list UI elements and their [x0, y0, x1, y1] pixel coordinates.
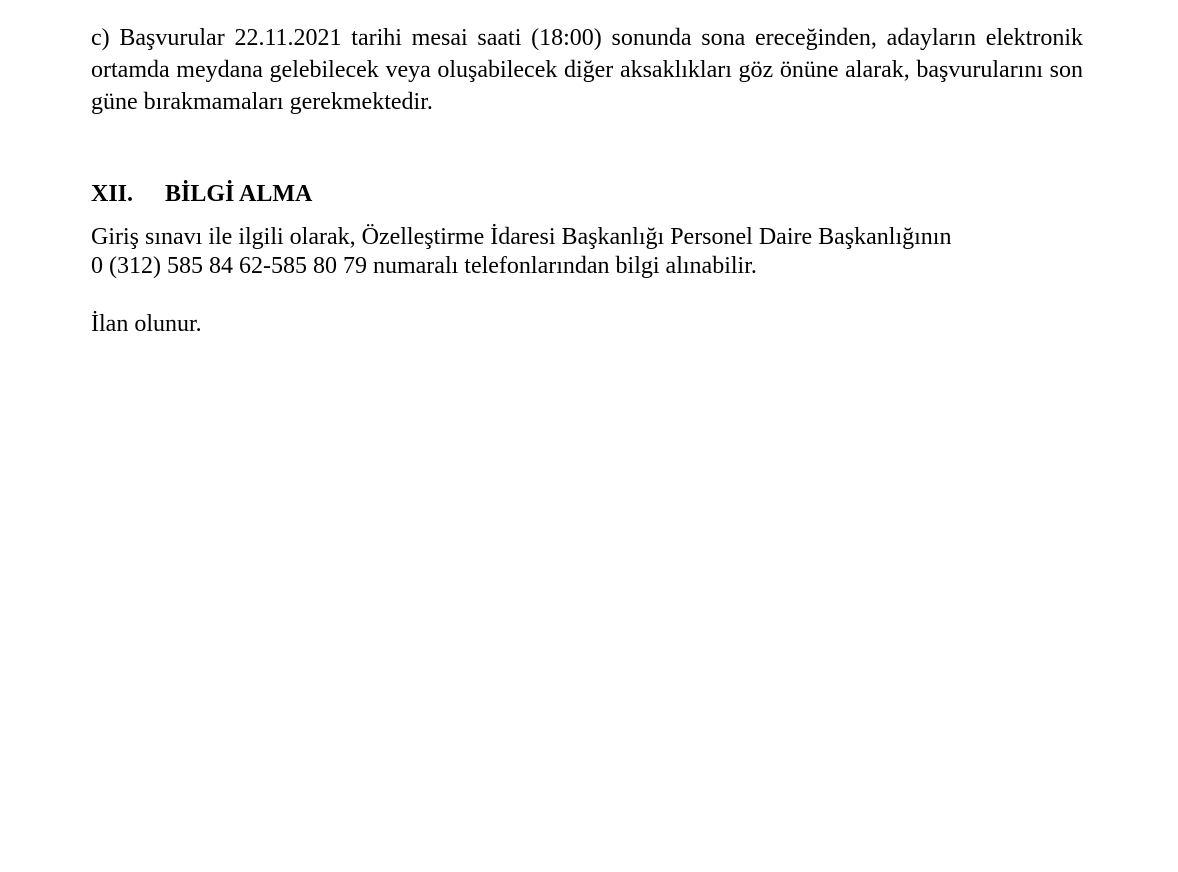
section-heading — [91, 178, 312, 210]
contact-info-line: Giriş sınavı ile ilgili olarak, Özelleştirme İdaresi Başkanlığı Personel Daire Başkanlığının — [91, 224, 952, 250]
paragraph-application-deadline: c) Başvurular 22.11.2021 tarihi mesai saati (18:00) sonunda sona ereceğinden, adayların elektronik ortamda meydana gelebilecek veya oluşabilecek diğer aksaklıkları göz önüne alarak, başvurularını son güne bırakmamaları gerekmektedir. — [91, 25, 1083, 115]
closing-statement: İlan olunur. — [91, 311, 202, 337]
contact-phone-line: 0 (312) 585 84 62-585 80 79 numaralı telefonlarından bilgi alınabilir. — [91, 253, 757, 279]
contact-info-paragraph — [91, 223, 951, 281]
section-number: XII. — [91, 181, 134, 207]
section-title: BİLGİ ALMA — [165, 181, 313, 207]
